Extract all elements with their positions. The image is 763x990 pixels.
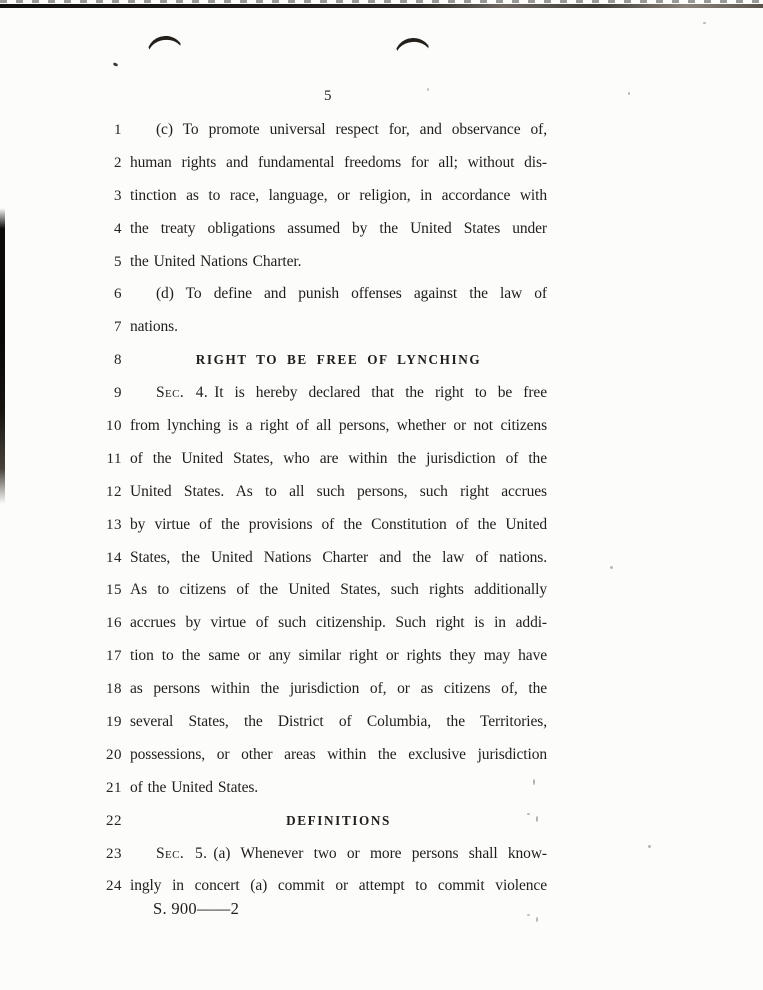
line-number: 19 [106,714,122,731]
line-text [130,640,547,673]
bill-line [95,377,547,410]
line-number: 8 [114,352,122,369]
bill-line [95,344,547,377]
line-body-text: It is hereby declared that the right to be free [214,384,547,402]
line-number: 22 [106,812,122,829]
line-body-text: RIGHT TO BE FREE OF LYNCHING [195,352,482,368]
scan-speck [628,92,630,95]
bill-line [95,278,547,311]
line-number: 4 [114,220,122,237]
line-number: 7 [114,319,122,336]
line-body-text: nations. [130,318,178,336]
line-number: 18 [106,681,122,698]
line-body-text: human rights and fundamental freedoms for all; without dis- [130,153,547,171]
line-body-text: possessions, or other areas within the exclusive jurisdiction [130,745,547,763]
bill-line [95,772,547,805]
line-body-text: tion to the same or any similar right or rights they may have [130,647,547,665]
line-body-text: as persons within the jurisdiction of, or as citizens of, the [130,680,547,698]
line-text [130,607,547,640]
line-number: 16 [106,615,122,632]
line-number: 23 [106,845,122,862]
bill-line [95,838,547,871]
line-body-text: United States. As to all such persons, such right accrues [130,482,547,500]
line-number: 12 [106,483,122,500]
line-text [130,574,547,607]
line-body-text: of the United States. [130,778,259,796]
line-number: 24 [106,878,122,895]
line-text [130,278,547,311]
section-smallcaps: Sec. 4. [156,384,209,402]
pen-dot-mark [113,62,119,67]
pen-arc-mark-right [393,36,431,57]
scan-speck [527,914,530,916]
line-body-text: the treaty obligations assumed by the United States under [130,219,547,237]
bill-lines [95,114,547,903]
bill-line [95,805,547,838]
line-text [130,542,547,575]
line-body-text: DEFINITIONS [286,812,391,828]
scan-speck [648,845,651,848]
bill-line [95,443,547,476]
scan-speck [703,22,706,24]
bill-line [95,180,547,213]
line-number: 21 [106,779,122,796]
line-body-text: by virtue of the provisions of the Constitution of the United [130,515,547,533]
bill-line [95,476,547,509]
line-number: 6 [114,286,122,303]
line-number: 17 [106,648,122,665]
bill-line [95,509,547,542]
line-number: 11 [106,450,122,467]
scan-speck [610,566,613,569]
left-edge-smudge [0,208,5,504]
line-body-text: States, the United Nations Charter and the law of nations. [130,548,547,566]
print-slug: S. 900——2 [153,899,240,918]
bill-line [95,147,547,180]
line-text [130,377,547,410]
top-edge-dashed-artifact [0,0,763,3]
line-body-text: accrues by virtue of such citizenship. Such right is in addi- [130,614,547,632]
line-text [130,739,547,772]
line-number: 15 [106,582,122,599]
line-text [130,443,547,476]
bill-line [95,246,547,279]
bill-line [95,410,547,443]
line-body-text: the United Nations Charter. [130,252,302,270]
line-number: 2 [114,154,122,171]
line-number: 3 [114,187,122,204]
bill-line [95,213,547,246]
line-number: 9 [114,385,122,402]
line-text [130,344,547,377]
line-text [130,410,547,443]
bill-line [95,706,547,739]
bill-line [95,542,547,575]
bill-line [95,574,547,607]
line-text [130,772,547,805]
line-number: 1 [114,122,122,138]
bill-line [95,607,547,640]
line-body-text: from lynching is a right of all persons, whether or not citizens [130,417,547,435]
line-text [130,706,547,739]
bill-line [95,640,547,673]
bill-line [95,739,547,772]
line-text [130,147,547,180]
line-body-text: (a) Whenever two or more persons shall know- [213,844,547,862]
page-number: 5 [324,88,332,104]
line-number: 20 [106,746,122,763]
line-body-text: (c) To promote universal respect for, and observance of, [156,121,547,138]
line-number: 10 [106,418,122,435]
bill-line [95,673,547,706]
line-text [130,673,547,706]
pen-arc-mark-left [145,34,184,56]
line-body-text: As to citizens of the United States, such rights additionally [130,581,547,599]
line-body-text: of the United States, who are within the jurisdiction of the [130,449,547,467]
scan-speck [536,917,538,922]
line-number: 14 [106,549,122,566]
line-body-text: several States, the District of Columbia, the Territories, [130,713,547,731]
line-text [130,311,547,344]
top-edge-scan-line [0,4,763,8]
line-text [130,246,547,279]
line-text [130,476,547,509]
line-text [130,213,547,246]
line-text [130,509,547,542]
scan-speck [427,88,429,91]
line-number: 5 [114,253,122,270]
line-text [130,114,547,147]
section-smallcaps: Sec. 5. [156,844,208,862]
line-number: 13 [106,516,122,533]
line-body-text: (d) To define and punish offenses against the law of [156,285,547,303]
bill-line [95,311,547,344]
line-text [130,805,547,838]
line-text [130,180,547,213]
line-body-text: ingly in concert (a) commit or attempt to commit violence [130,877,547,895]
line-body-text: tinction as to race, language, or religion, in accordance with [130,186,547,204]
bill-line [95,114,547,147]
line-text [130,838,547,871]
